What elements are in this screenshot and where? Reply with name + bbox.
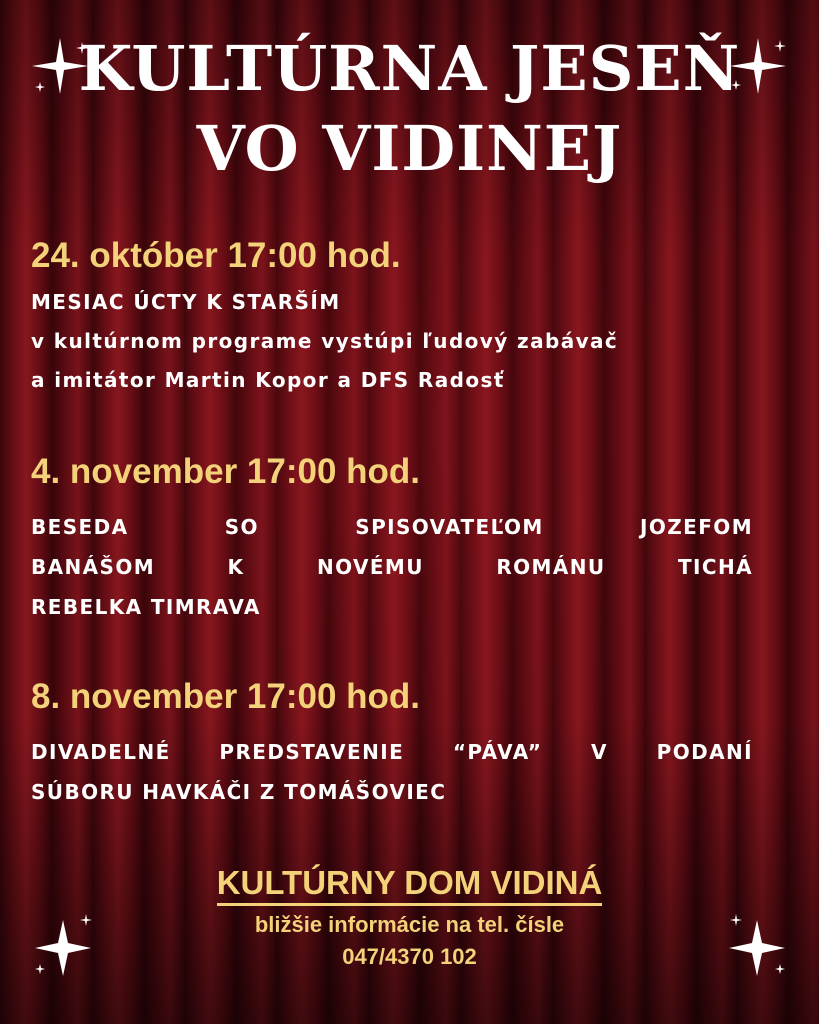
event-title: SÚBORU HAVKÁČI Z TOMÁŠOVIEC <box>31 780 447 804</box>
event-date: 24. október 17:00 hod. <box>31 236 401 275</box>
venue-name <box>0 866 819 899</box>
poster-title-line-1: KULTÚRNA JESEŇ <box>78 32 741 105</box>
event-title: BESEDA SO SPISOVATEĽOM JOZEFOM <box>31 515 753 539</box>
info-text: bližšie informácie na tel. čísle <box>254 912 565 937</box>
event-title: BANÁŠOM K NOVÉMU ROMÁNU TICHÁ <box>31 555 753 579</box>
event-date: 8. november 17:00 hod. <box>31 677 421 716</box>
event-date: 4. november 17:00 hod. <box>31 452 421 491</box>
poster-title-line-2: VO VIDINEJ <box>196 112 623 185</box>
event-description: a imitátor Martin Kopor a DFS Radosť <box>31 368 505 392</box>
event-description: v kultúrnom programe vystúpi ľudový zabávač <box>31 329 619 353</box>
venue-name-text: KULTÚRNY DOM VIDINÁ <box>217 864 603 906</box>
event-title: REBELKA TIMRAVA <box>31 595 261 619</box>
event-title: MESIAC ÚCTY K STARŠÍM <box>31 290 341 314</box>
phone-number: 047/4370 102 <box>342 944 477 969</box>
event-title: DIVADELNÉ PREDSTAVENIE “PÁVA” V PODANÍ <box>31 740 753 764</box>
